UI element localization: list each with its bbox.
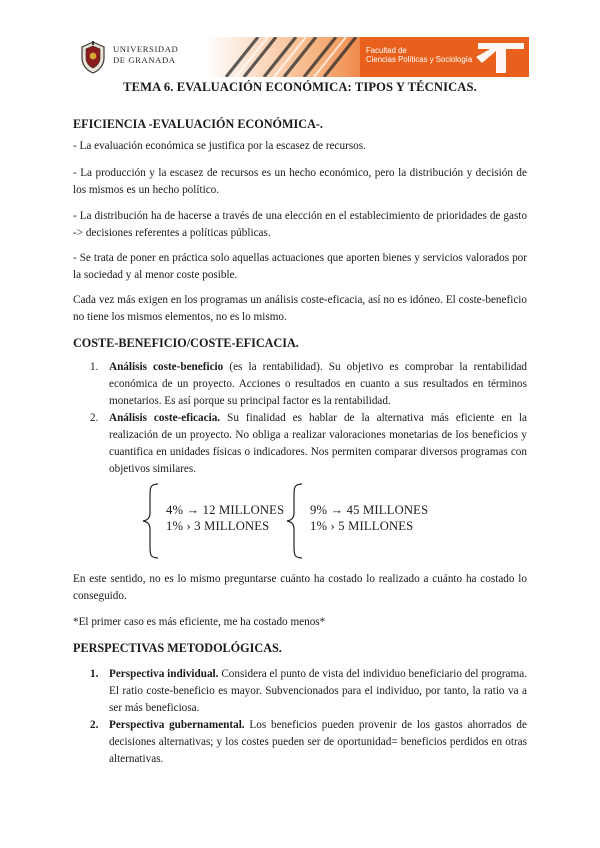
paragraph: - La producción y la escasez de recursos es un hecho económico, pero la distribución y decisión de los mismos es un hecho político. <box>73 167 527 196</box>
section-heading-perspectivas: PERSPECTIVAS METODOLÓGICAS. <box>73 641 282 655</box>
university-crest-icon <box>78 40 108 74</box>
perspectivas-list <box>73 666 527 768</box>
university-name-line1: UNIVERSIDAD <box>113 44 179 54</box>
list-item <box>73 717 527 768</box>
coste-list <box>73 359 527 478</box>
list-item <box>73 410 527 478</box>
document-title: TEMA 6. EVALUACIÓN ECONÓMICA: TIPOS Y TÉCNICAS. <box>123 80 477 94</box>
list-number: 1. <box>90 668 99 680</box>
diagram-left-bottom: 1% › 3 MILLONES <box>166 519 270 533</box>
list-number: 2. <box>90 719 99 731</box>
list-item-term: Análisis coste-eficacia. <box>109 412 221 424</box>
list-item-text: Los beneficios pueden provenir de los gastos ahorrados de decisiones alternativas; y los costes pueden ser de oportunidad= beneficios perdidos en otras alternativas. <box>109 719 527 765</box>
faculty-name <box>366 46 472 64</box>
list-item-term: Análisis coste-beneficio <box>109 361 224 373</box>
list-item-term: Perspectiva gubernamental. <box>109 719 245 731</box>
comparison-diagram <box>140 480 460 562</box>
faculty-name-line2: Ciencias Políticas y Sociología <box>366 55 473 64</box>
diagram-right-bottom: 1% › 5 MILLONES <box>310 519 414 533</box>
list-item-term: Perspectiva individual. <box>109 668 219 680</box>
section-heading-coste: COSTE-BENEFICIO/COSTE-EFICACIA. <box>73 336 299 350</box>
list-number: 2. <box>90 412 99 424</box>
paragraph: - La evaluación económica se justifica por la escasez de recursos. <box>73 140 366 152</box>
list-item <box>73 359 527 410</box>
paragraph: - La distribución ha de hacerse a través de una elección en el establecimiento de prioridades de gasto -> decisiones referentes a políticas públicas. <box>73 210 527 239</box>
list-item-text: (es la rentabilidad). Su objetivo es comprobar la rentabilidad económica de un proyecto. Acciones o resultados en cuanto a sus resultados en términos monetarios. Es así porque su principal factor es la rentabilidad. <box>109 361 527 407</box>
university-name-line2: DE GRANADA <box>113 55 176 65</box>
diagram-left-top: 4% → 12 MILLONES <box>166 503 285 517</box>
diagram-right-top: 9% → 45 MILLONES <box>310 503 429 517</box>
list-number: 1. <box>90 361 99 373</box>
paragraph: En este sentido, no es lo mismo preguntarse cuánto ha costado lo realizado a cuánto ha costado lo conseguido. <box>73 573 527 602</box>
list-item-text: Su finalidad es hablar de la alternativa más eficiente en la realización de un proyecto. No obliga a realizar valoraciones monetarias de los beneficios y cuantifica en unidades físicas o indicadores. Nos permiten comparar diversos programas con objetivos similares. <box>109 412 527 475</box>
faculty-name-line1: Facultad de <box>366 46 407 55</box>
paragraph: - Se trata de poner en práctica solo aquellas actuaciones que aporten bienes y servicios valorados por la sociedad y al menor coste posible. <box>73 252 527 281</box>
university-logo <box>78 40 198 74</box>
list-item-text: Considera el punto de vista del individuo beneficiario del programa. El ratio coste-beneficio es mayor. Subvencionados para el individuo, por tanto, la ratio va a ser más beneficiosa. <box>109 668 527 714</box>
paragraph: *El primer caso es más eficiente, me ha costado menos* <box>73 616 326 628</box>
faculty-banner <box>206 37 529 77</box>
paragraph: Cada vez más exigen en los programas un análisis coste-eficacia, así no es idóneo. El coste-beneficio no tiene los mismos elementos, no es lo mismo. <box>73 294 527 323</box>
list-item <box>73 666 527 717</box>
section-heading-eficiencia: EFICIENCIA -EVALUACIÓN ECONÓMICA-. <box>73 117 323 131</box>
